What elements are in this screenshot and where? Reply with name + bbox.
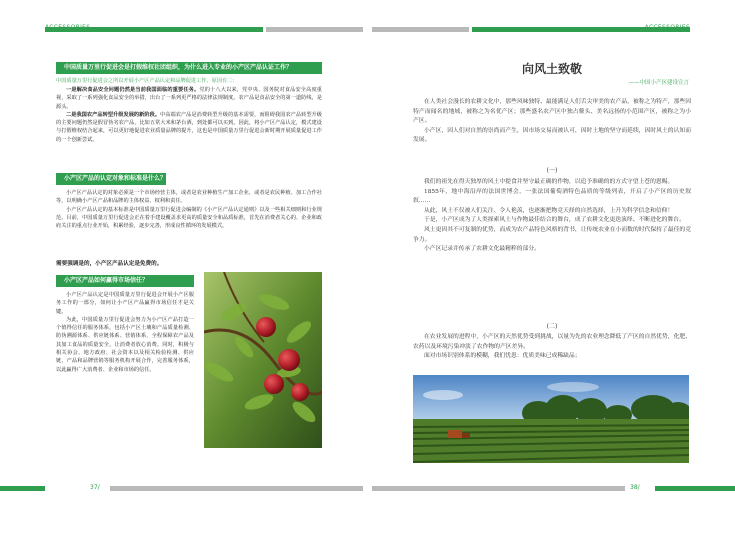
paragraph: 我们的祖先在得天独厚的风土中提食并坚守最正确的作物，以追予准确的的方式守望上苍的恩赐。	[424, 179, 674, 185]
green-note: 中国质量万里行促进会之所以开展小产区产品认定和品牌促进工作，原因有二：	[56, 78, 238, 84]
vineyard-photo	[413, 375, 689, 463]
section-heading-band: 小产区产品如何赢得市场信任？	[56, 275, 194, 287]
section-number: (二)	[546, 323, 558, 330]
top-bar-right-green	[472, 27, 690, 32]
page-title: 向风土致敬	[521, 62, 582, 76]
paragraph: 面对市场识别体系的模糊，我们忧患：优质美味已成稀缺品；	[424, 353, 581, 360]
free-certification-note: 需要强调是的，小产区产品认定是免费的。	[56, 261, 163, 267]
paragraph: 从此，风土不仅被人们关注、令人艳羡，也逐渐把物竞天择的自然选择，上升为科学信念和信仰！	[424, 207, 674, 214]
paragraph: 1855年，地中海沿岸的法国世博会，一张法国葡萄酒特色品质的等级列表，开启了小产区的历史叙叙……	[413, 188, 691, 205]
apple-tree-photo	[204, 272, 322, 448]
paragraph	[56, 86, 322, 111]
page-number-left: 37/	[90, 484, 100, 491]
right-paragraph-block-3	[413, 333, 691, 362]
paragraph: 风土更因其不可复制的优势，而成为农产品特色风格的背书，让传统农业在小而数的时代保持了最佳的竞争力。	[413, 226, 691, 243]
paragraph: 小产区产品认定的对象必须是一个市场经营主体，或者是农业种植生产加工企业，或者是农民种植、加工合作社等，以明确小产区产品和品牌的主体权益、权利和责任。	[56, 190, 322, 205]
paragraph: 在人类社会漫长的农耕文化中，那些风味独特、最能满足人们舌尖审美的农产品，被称之为特产，那些因特产而闻名的地域，被称之为名优产区；那些盛名农产区中独占鳌头、美名远扬的小范围产区，被称之为小产区。	[413, 99, 691, 125]
paragraph-lead: 二是我国农产品转型升级发展的新阶段。	[66, 111, 161, 118]
top-bar-left-green	[45, 27, 263, 32]
right-paragraph-block-2	[413, 178, 691, 255]
left-paragraph-block-1	[56, 86, 322, 144]
paragraph-lead: 一是解决食品安全问题仍然是当前我国面临的重要任务。	[66, 87, 200, 93]
paragraph-body: 党的十八大以来，党中央、国务院对食品安全高度重视，采取了一系列强化食品安全的举措，出台了一系列更严格的法律法规制度。农产品是食品安全的第一道防线，是源头。	[56, 87, 322, 110]
top-bar-right-gray	[372, 27, 469, 32]
top-bar-left-gray	[266, 27, 363, 32]
paragraph: 小产区产品认定的基本标准是中国质量万里行促进会编制的《小产区产品认定通则》以及一些相关细则和行业规范。目前，中国质量万里行促进会正在着手建设覆盖求更高的质量安全和品质标准，首先在消费者关心的、企业和政府关注的重点行业开始，积累经验，逐步完善，形成良性循环的发展模式。	[56, 206, 322, 230]
left-paragraph-block-3	[56, 291, 194, 374]
paragraph: 小产区记录并传承了农耕文化最精粹的部分。	[424, 246, 540, 253]
page-subtitle: ——中国小产区建设宣言	[628, 80, 689, 86]
footer-bar-left-green	[0, 486, 45, 491]
page-number-right: 38/	[630, 484, 640, 491]
right-paragraph-block-1	[413, 98, 691, 146]
paragraph: 于是，小产区成为了人类探索风土与作物最佳结合的舞台，成了农耕文化更迭演绎、不断进化的舞台。	[424, 217, 685, 224]
paragraph: 为此，中国质量万里行促进会努力为小产区产品打造一个值得信任的服务体系，包括小产区土壤和产品质量检测、防伪溯源体系、供应链体系、营销体系，全程保障农产品及其加工食品的质量安全，让消费者放心消费。同时，积极与相关协会、地方政府、社会资本以及相关检验检测、供应链、产品和品牌营销等服务机构开展合作，完善服务体系，以此赢得广大消费者、企业和市场的信任。	[56, 316, 194, 373]
left-paragraph-block-2	[56, 189, 322, 230]
footer-bar-right-gray	[372, 486, 625, 491]
paragraph: 小产区，因人们对自然的崇尚而产生，因市场交易而被认可，因时土地的坚守而延续，因时风土的认知而发展。	[413, 127, 691, 144]
footer-bar-right-green	[655, 486, 735, 491]
paragraph	[56, 111, 322, 144]
section-number: (一)	[546, 167, 558, 174]
footer-bar-left-gray	[110, 486, 363, 491]
section-heading-band: 中国质量万里行促进会是打假维权社团组织，为什么进入专业的小产区产品认证工作？	[56, 62, 322, 74]
paragraph: 小产区产品认定是中国质量万里行促进会开展小产区服务工作的一部分，如何让小产区产品赢得市场信任才是关键。	[56, 292, 194, 315]
section-heading-band: 小产区产品的认定对象和标准是什么？	[56, 173, 166, 185]
paragraph-body: 中高端农产品是消费转型升级的基本需要，而阻碍我国农产品转型升级的主要问题仍然是假冒伪劣农产品，比如五常大米和茅台酒，到处都可以买到。因此，将小产区产品认定，模式建设与打假维权结合起来，可以更好地促进农业质量品牌的提升，这也是中国质量万里行促进会新时期开展质量促进工作的一个创新尝试。	[56, 111, 322, 143]
paragraph: 在农业发展的进程中，小产区的天然优势受到挑战，以量为先的农业理念降低了产区的自然优势，化肥、农药以及环境污染冲淡了农作物的产区差异。	[413, 334, 691, 350]
